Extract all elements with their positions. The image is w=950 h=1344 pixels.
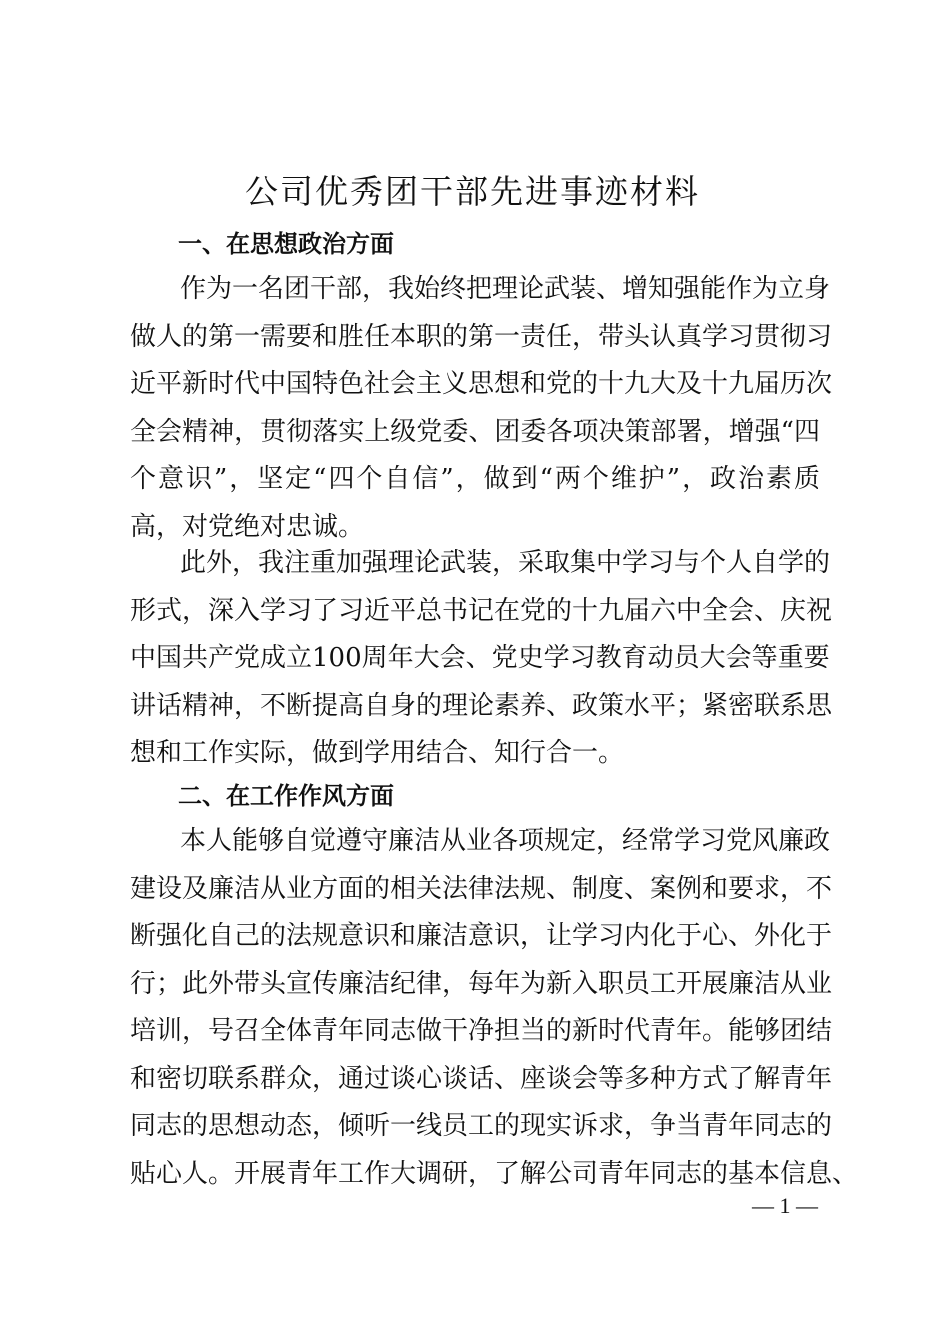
- section-heading-politics: 一、在思想政治方面: [178, 230, 394, 258]
- paragraph-line: 此外，我注重加强理论武装，采取集中学习与个人自学的: [180, 548, 831, 578]
- document-title: 公司优秀团干部先进事迹材料: [245, 172, 700, 211]
- paragraph-line: 作为一名团干部，我始终把理论武装、增知强能作为立身: [180, 274, 831, 304]
- paragraph-line: 讲话精神，不断提高自身的理论素养、政策水平；紧密联系思: [130, 690, 833, 721]
- paragraph-line: 全会精神，贯彻落实上级党委、团委各项决策部署，增强“四: [130, 416, 820, 447]
- paragraph-line: 断强化自己的法规意识和廉洁意识，让学习内化于心、外化于: [130, 921, 833, 951]
- section-heading-work-style: 二、在工作作风方面: [178, 782, 394, 810]
- paragraph-politics-1: [130, 266, 833, 551]
- paragraph-line: 建设及廉洁从业方面的相关法律法规、制度、案例和要求，不: [130, 873, 833, 904]
- paragraph-line: 想和工作实际，做到学用结合、知行合一。: [130, 738, 625, 768]
- paragraph-line: 高，对党绝对忠诚。: [130, 511, 365, 542]
- paragraph-work-style-1: [130, 818, 859, 1198]
- paragraph-line: 近平新时代中国特色社会主义思想和党的十九大及十九届历次: [130, 369, 833, 399]
- paragraph-line: 培训，号召全体青年同志做干净担当的新时代青年。能够团结: [130, 1016, 833, 1046]
- paragraph-line: 行；此外带头宣传廉洁纪律，每年为新入职员工开展廉洁从业: [130, 968, 833, 999]
- paragraph-line: 和密切联系群众，通过谈心谈话、座谈会等多种方式了解青年: [130, 1063, 833, 1094]
- paragraph-line: 形式，深入学习了习近平总书记在党的十九届六中全会、庆祝: [130, 595, 833, 626]
- paragraph-line: 贴心人。开展青年工作大调研，了解公司青年同志的基本信息、: [130, 1158, 859, 1189]
- paragraph-line: 同志的思想动态，倾听一线员工的现实诉求，争当青年同志的: [130, 1111, 833, 1141]
- paragraph-line: 本人能够自觉遵守廉洁从业各项规定，经常学习党风廉政: [180, 826, 831, 856]
- paragraph-politics-2: [130, 540, 833, 778]
- paragraph-line: 做人的第一需要和胜任本职的第一责任，带头认真学习贯彻习: [130, 321, 833, 352]
- paragraph-line: 个意识”，坚定“四个自信”，做到“两个维护”，政治素质: [130, 464, 820, 494]
- paragraph-line: 中国共产党成立100周年大会、党史学习教育动员大会等重要: [130, 643, 830, 673]
- page-number: — 1 —: [752, 1193, 818, 1218]
